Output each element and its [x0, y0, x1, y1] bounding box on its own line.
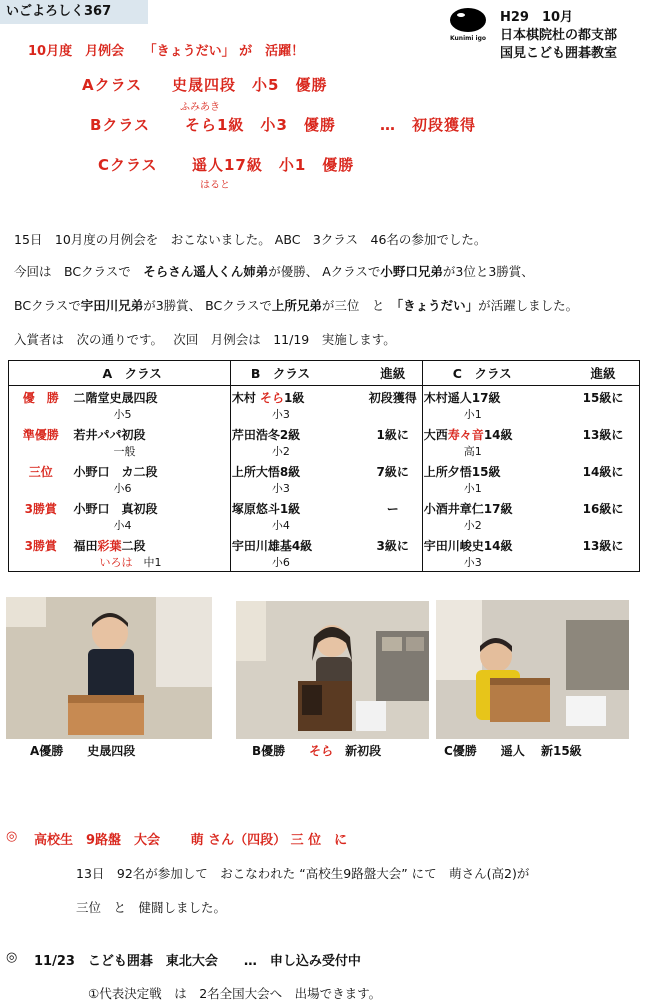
c-cell: 大西寿々音14級 高1 [423, 428, 513, 458]
section2-line-1: ①代表決定戦 は 2名全国大会へ 出場できます。 [88, 986, 382, 1001]
rank-cell: 三位 [9, 460, 73, 497]
table-row [9, 534, 640, 572]
photo-b-caption: B優勝 そら 新初段 [252, 744, 382, 758]
class-b-result: そら1級 小3 優勝 [185, 116, 336, 134]
class-b-label: Bクラス [90, 116, 150, 134]
c-promo-cell: 13級に [567, 534, 639, 572]
logo [446, 8, 490, 44]
table-row [9, 423, 640, 460]
class-a-result: 史晟四段 小5 優勝 [172, 76, 328, 94]
para-line-3: BCクラスで宇田川兄弟が3勝賞、 BCクラスで上所兄弟が三位 と 「きょうだい」が活躍しました。 [14, 298, 579, 313]
c-promo-cell: 16級に [567, 497, 639, 534]
section2-bullet-icon: ◎ [6, 950, 18, 965]
header-school: 国見こども囲碁教室 [500, 46, 618, 61]
b-promo-cell: 3級に [364, 534, 423, 572]
section1-line-1: 13日 92名が参加して おこなわれた “高校生9路盤大会” にて 萌さん(高2)が [76, 866, 530, 881]
rank-cell: 準優勝 [9, 423, 73, 460]
headline: 10月度 月例会 「きょうだい」 が 活躍！ [28, 44, 305, 59]
rank-cell: 優 勝 [9, 386, 73, 424]
c-promo-cell: 15級に [567, 386, 639, 424]
photo-b-illustration [236, 601, 429, 739]
para-line-1: 15日 10月度の月例会を おこないました。 ABC 3クラス 46名の参加でした。 [14, 232, 487, 247]
b-promo-cell: ー [364, 497, 423, 534]
rank-cell: 3勝賞 [9, 497, 73, 534]
rank-cell: 3勝賞 [9, 534, 73, 572]
results-table [8, 360, 640, 572]
a-cell: 小野口 カ二段 小6 [72, 460, 230, 497]
b-promo-cell: 初段獲得 [364, 386, 423, 424]
photo-a-caption: A優勝 史晟四段 [30, 744, 136, 758]
a-cell: 若井パパ初段 一般 [72, 423, 230, 460]
photo-c-illustration [436, 600, 629, 739]
b-cell: 芹田浩冬2級 小2 [231, 428, 301, 458]
b-promo-cell: 1級に [364, 423, 423, 460]
header-class-c: C クラス [422, 361, 567, 386]
b-cell: 塚原悠斗1級 小4 [231, 502, 301, 532]
c-promo-cell: 13級に [567, 423, 639, 460]
header-b-promo: 進級 [364, 361, 423, 386]
header-rank [9, 361, 73, 386]
section1-title: 高校生 9路盤 大会 萌 さん（四段） 三 位 に [34, 833, 348, 848]
b-cell: 宇田川雄基4級 小6 [230, 534, 363, 572]
class-c-label: Cクラス [98, 156, 158, 174]
header-c-promo: 進級 [567, 361, 639, 386]
table-row [9, 460, 640, 497]
section1-line-2: 三位 と 健闘しました。 [76, 900, 227, 915]
para-line-4: 入賞者は 次の通りです。 次回 月例会は 11/19 実施します。 [14, 332, 396, 347]
header-class-a: A クラス [72, 361, 230, 386]
header-date: H29 10月 [500, 10, 574, 25]
go-stone-icon [450, 8, 486, 32]
class-c-result: 遥人17級 小1 優勝 [192, 156, 355, 174]
class-a-label: Aクラス [82, 76, 143, 94]
table-header-row [9, 361, 640, 386]
c-promo-cell: 14級に [567, 460, 639, 497]
para-line-2: 今回は BCクラスで そらさん遥人くん姉弟が優勝、 Aクラスで小野口兄弟が3位と3勝賞、 [14, 264, 534, 279]
a-cell: 二階堂史晟四段 小5 [72, 386, 230, 424]
series-tag: いごよろしく367 [0, 0, 148, 24]
header-class-b: B クラス [230, 361, 363, 386]
header-org: 日本棋院杜の都支部 [500, 28, 618, 43]
c-cell: 木村遥人17級 小1 [423, 391, 501, 421]
class-a-furigana: ふみあき [180, 102, 220, 113]
class-b-extra: … 初段獲得 [380, 116, 477, 134]
a-cell: 福田彩葉二段 いろは 中1 [72, 534, 230, 572]
photo-a-illustration [6, 597, 212, 739]
b-cell: 木村 そら1級 小3 [231, 391, 305, 421]
c-cell: 小酒井章仁17級 小2 [423, 502, 513, 532]
photo-c-caption: C優勝 遥人 新15級 [444, 744, 582, 758]
a-cell: 小野口 真初段 小4 [72, 497, 230, 534]
c-cell: 上所夕悟15級 小1 [423, 465, 501, 495]
photo-c-winner [436, 600, 629, 739]
section1-bullet-icon: ◎ [6, 829, 18, 844]
logo-caption: Kunimi igo [449, 35, 486, 42]
class-c-furigana: はると [200, 180, 230, 191]
b-cell: 上所大悟8級 小3 [231, 465, 301, 495]
photo-b-winner [236, 601, 429, 739]
b-promo-cell: 7級に [364, 460, 423, 497]
table-row [9, 497, 640, 534]
photo-a-winner [6, 597, 212, 739]
section2-title: 11/23 こども囲碁 東北大会 … 申し込み受付中 [34, 954, 361, 969]
table-row [9, 386, 640, 424]
c-cell: 宇田川峻史14級 小3 [422, 534, 567, 572]
